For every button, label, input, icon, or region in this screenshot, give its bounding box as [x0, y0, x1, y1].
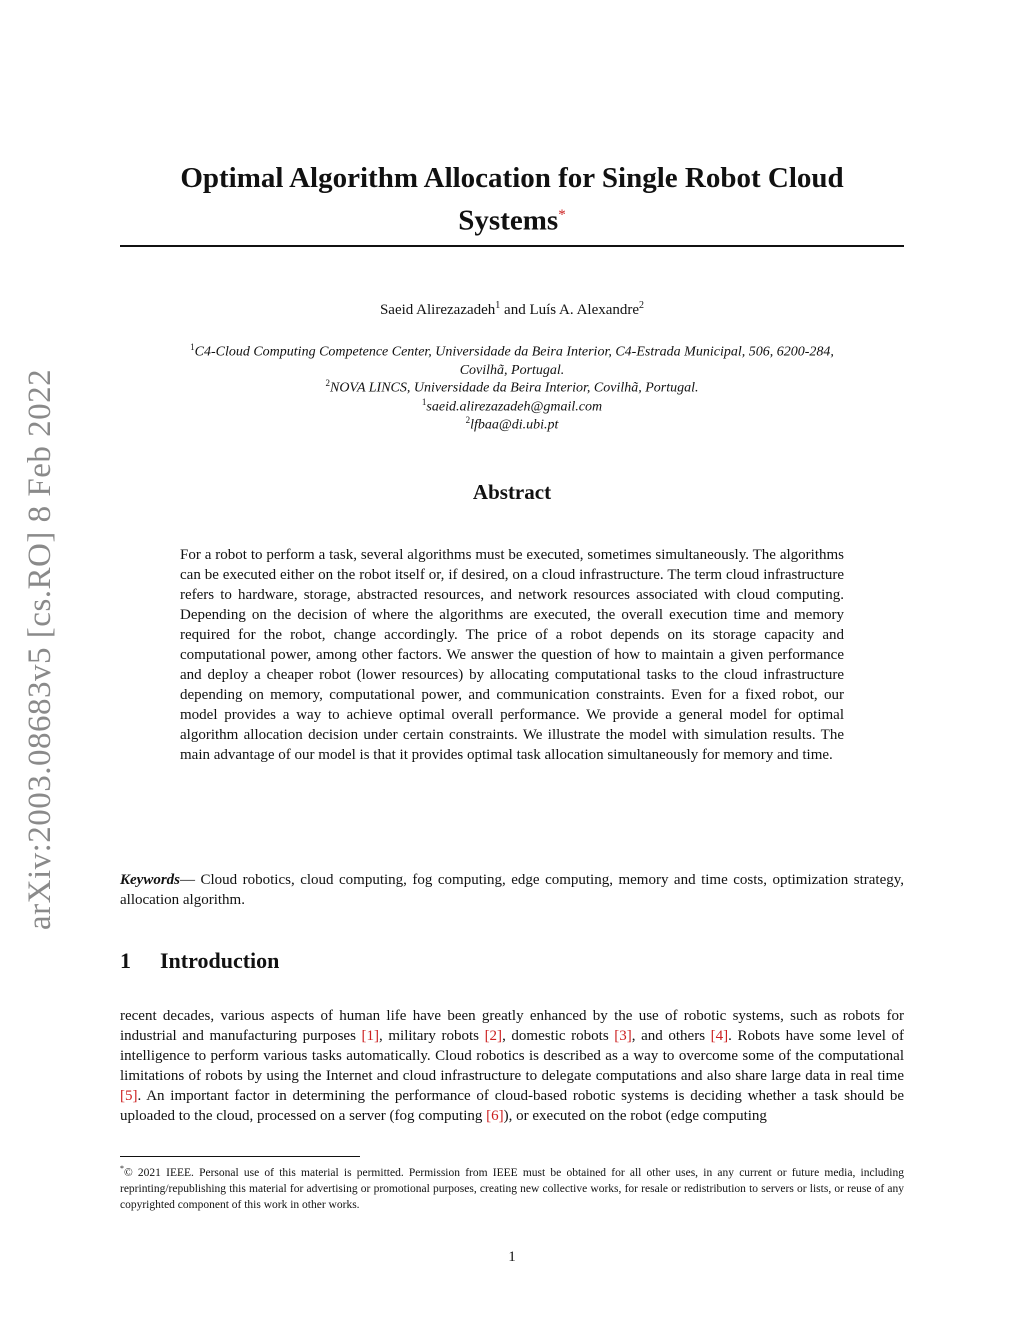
affil-mark: 1 — [190, 342, 195, 352]
paper-title — [120, 160, 904, 240]
affil-text: NOVA LINCS, Universidade da Beira Interior, Covilhã, Portugal. — [329, 380, 699, 396]
title-line-1: Optimal Algorithm Allocation for Single Robot Cloud — [180, 162, 844, 194]
intro-text: ), or executed on the robot (edge computing — [503, 1108, 767, 1124]
footnote-text: © 2021 IEEE. Personal use of this material is permitted. Permission from IEEE must be obtained for all other uses, in any current or future media, including reprinting/republishing this material for advertising or promotional purposes, creating new collective works, for resale or redistribution to servers or lists, or reuse of any copyrighted component of this work in other works. — [120, 1166, 904, 1211]
author-affil-mark: 2 — [639, 300, 645, 311]
intro-text: , military robots — [379, 1028, 485, 1044]
abstract-text: For a robot to perform a task, several algorithms must be executed, sometimes simultaneously. The algorithms can be executed either on the robot itself or, if desired, on a cloud infrastructure. The term cloud infrastructure refers to hardware, storage, abstracted resources, and network resources associated with cloud computing. Depending on the decision of where the algorithms are executed, the overall execution time and memory required for the robot, change accordingly. The price of a robot depends on its storage capacity and computational power, among other factors. We answer the question of how to maintain a given performance and deploy a cheaper robot (lower resources) by allocating computational tasks to the cloud infrastructure depending on memory, computational power, and communication constraints. Even for a fixed robot, our model provides a way to achieve optimal overall performance. We provide a general model for optimal algorithm allocation decision under certain constraints. We illustrate the model with simulation results. The main advantage of our model is that it provides optimal task allocation simultaneously for memory and time. — [180, 547, 844, 763]
email-2 — [120, 411, 904, 435]
intro-text: , domestic robots — [502, 1028, 615, 1044]
intro-text: , and others — [631, 1028, 711, 1044]
keywords-label: Keywords — [120, 872, 180, 888]
footnote — [120, 1161, 904, 1213]
title-line-2: Systems — [458, 204, 559, 237]
footnote-mark: * — [120, 1164, 124, 1173]
footnote-rule — [120, 1156, 360, 1157]
intro-paragraph — [120, 1006, 904, 1126]
keywords-dash: — — [180, 872, 201, 888]
section-number: 1 — [120, 948, 131, 973]
email-address[interactable]: saeid.alirezazadeh@gmail.com — [426, 399, 603, 415]
title-rule — [120, 245, 904, 247]
citation-link[interactable]: [5] — [120, 1088, 138, 1104]
affil-mark: 1 — [421, 397, 427, 407]
intro-text: . Robots have some level of intelligence to perform various tasks automatically. Cloud robotics is described as a way to overcome some of the computational limitations of robots by using the Internet and cloud infrastructure to delegate computations and also share large data in real time — [120, 1028, 904, 1084]
keywords-text: Cloud robotics, cloud computing, fog computing, edge computing, memory and time costs, optimization strategy, allocation algorithm. — [120, 872, 905, 908]
author-list — [120, 300, 904, 319]
author-name: Luís A. Alexandre — [529, 302, 640, 318]
title-footnote-mark[interactable]: * — [558, 207, 566, 223]
intro-text: recent decades, various aspects of human life have been greatly enhanced by the use of robotic systems, such as robots for industrial and manufacturing purposes — [120, 1008, 904, 1044]
citation-link[interactable]: [1] — [361, 1028, 380, 1044]
author-affil-mark: 1 — [495, 300, 501, 311]
citation-link[interactable]: [4] — [710, 1028, 729, 1044]
affil-mark: 2 — [465, 415, 471, 425]
citation-link[interactable]: [3] — [614, 1028, 632, 1044]
author-conjunction: and — [500, 302, 530, 318]
affil-text: C4-Cloud Computing Competence Center, Universidade da Beira Interior, C4-Estrada Municipal, 506, 6200-284, — [194, 344, 834, 360]
keywords — [120, 870, 904, 910]
arxiv-watermark: arXiv:2003.08683v5 [cs.RO] 8 Feb 2022 — [22, 368, 58, 930]
author-name: Saeid Alirezazadeh — [379, 302, 496, 318]
abstract-heading: Abstract — [472, 480, 552, 504]
citation-link[interactable]: [2] — [484, 1028, 503, 1044]
page-number: 1 — [508, 1249, 516, 1265]
citation-link[interactable]: [6] — [486, 1108, 504, 1124]
email-address[interactable]: lfbaa@di.ubi.pt — [470, 417, 559, 433]
section-title: Introduction — [160, 948, 280, 973]
intro-text: . An important factor in determining the performance of cloud-based robotic systems is deciding whether a task should be uploaded to the cloud, processed on a server (fog computing — [120, 1088, 904, 1124]
section-heading — [120, 948, 904, 974]
affil-mark: 2 — [325, 378, 330, 388]
affil-text: Covilhã, Portugal. — [459, 362, 565, 378]
